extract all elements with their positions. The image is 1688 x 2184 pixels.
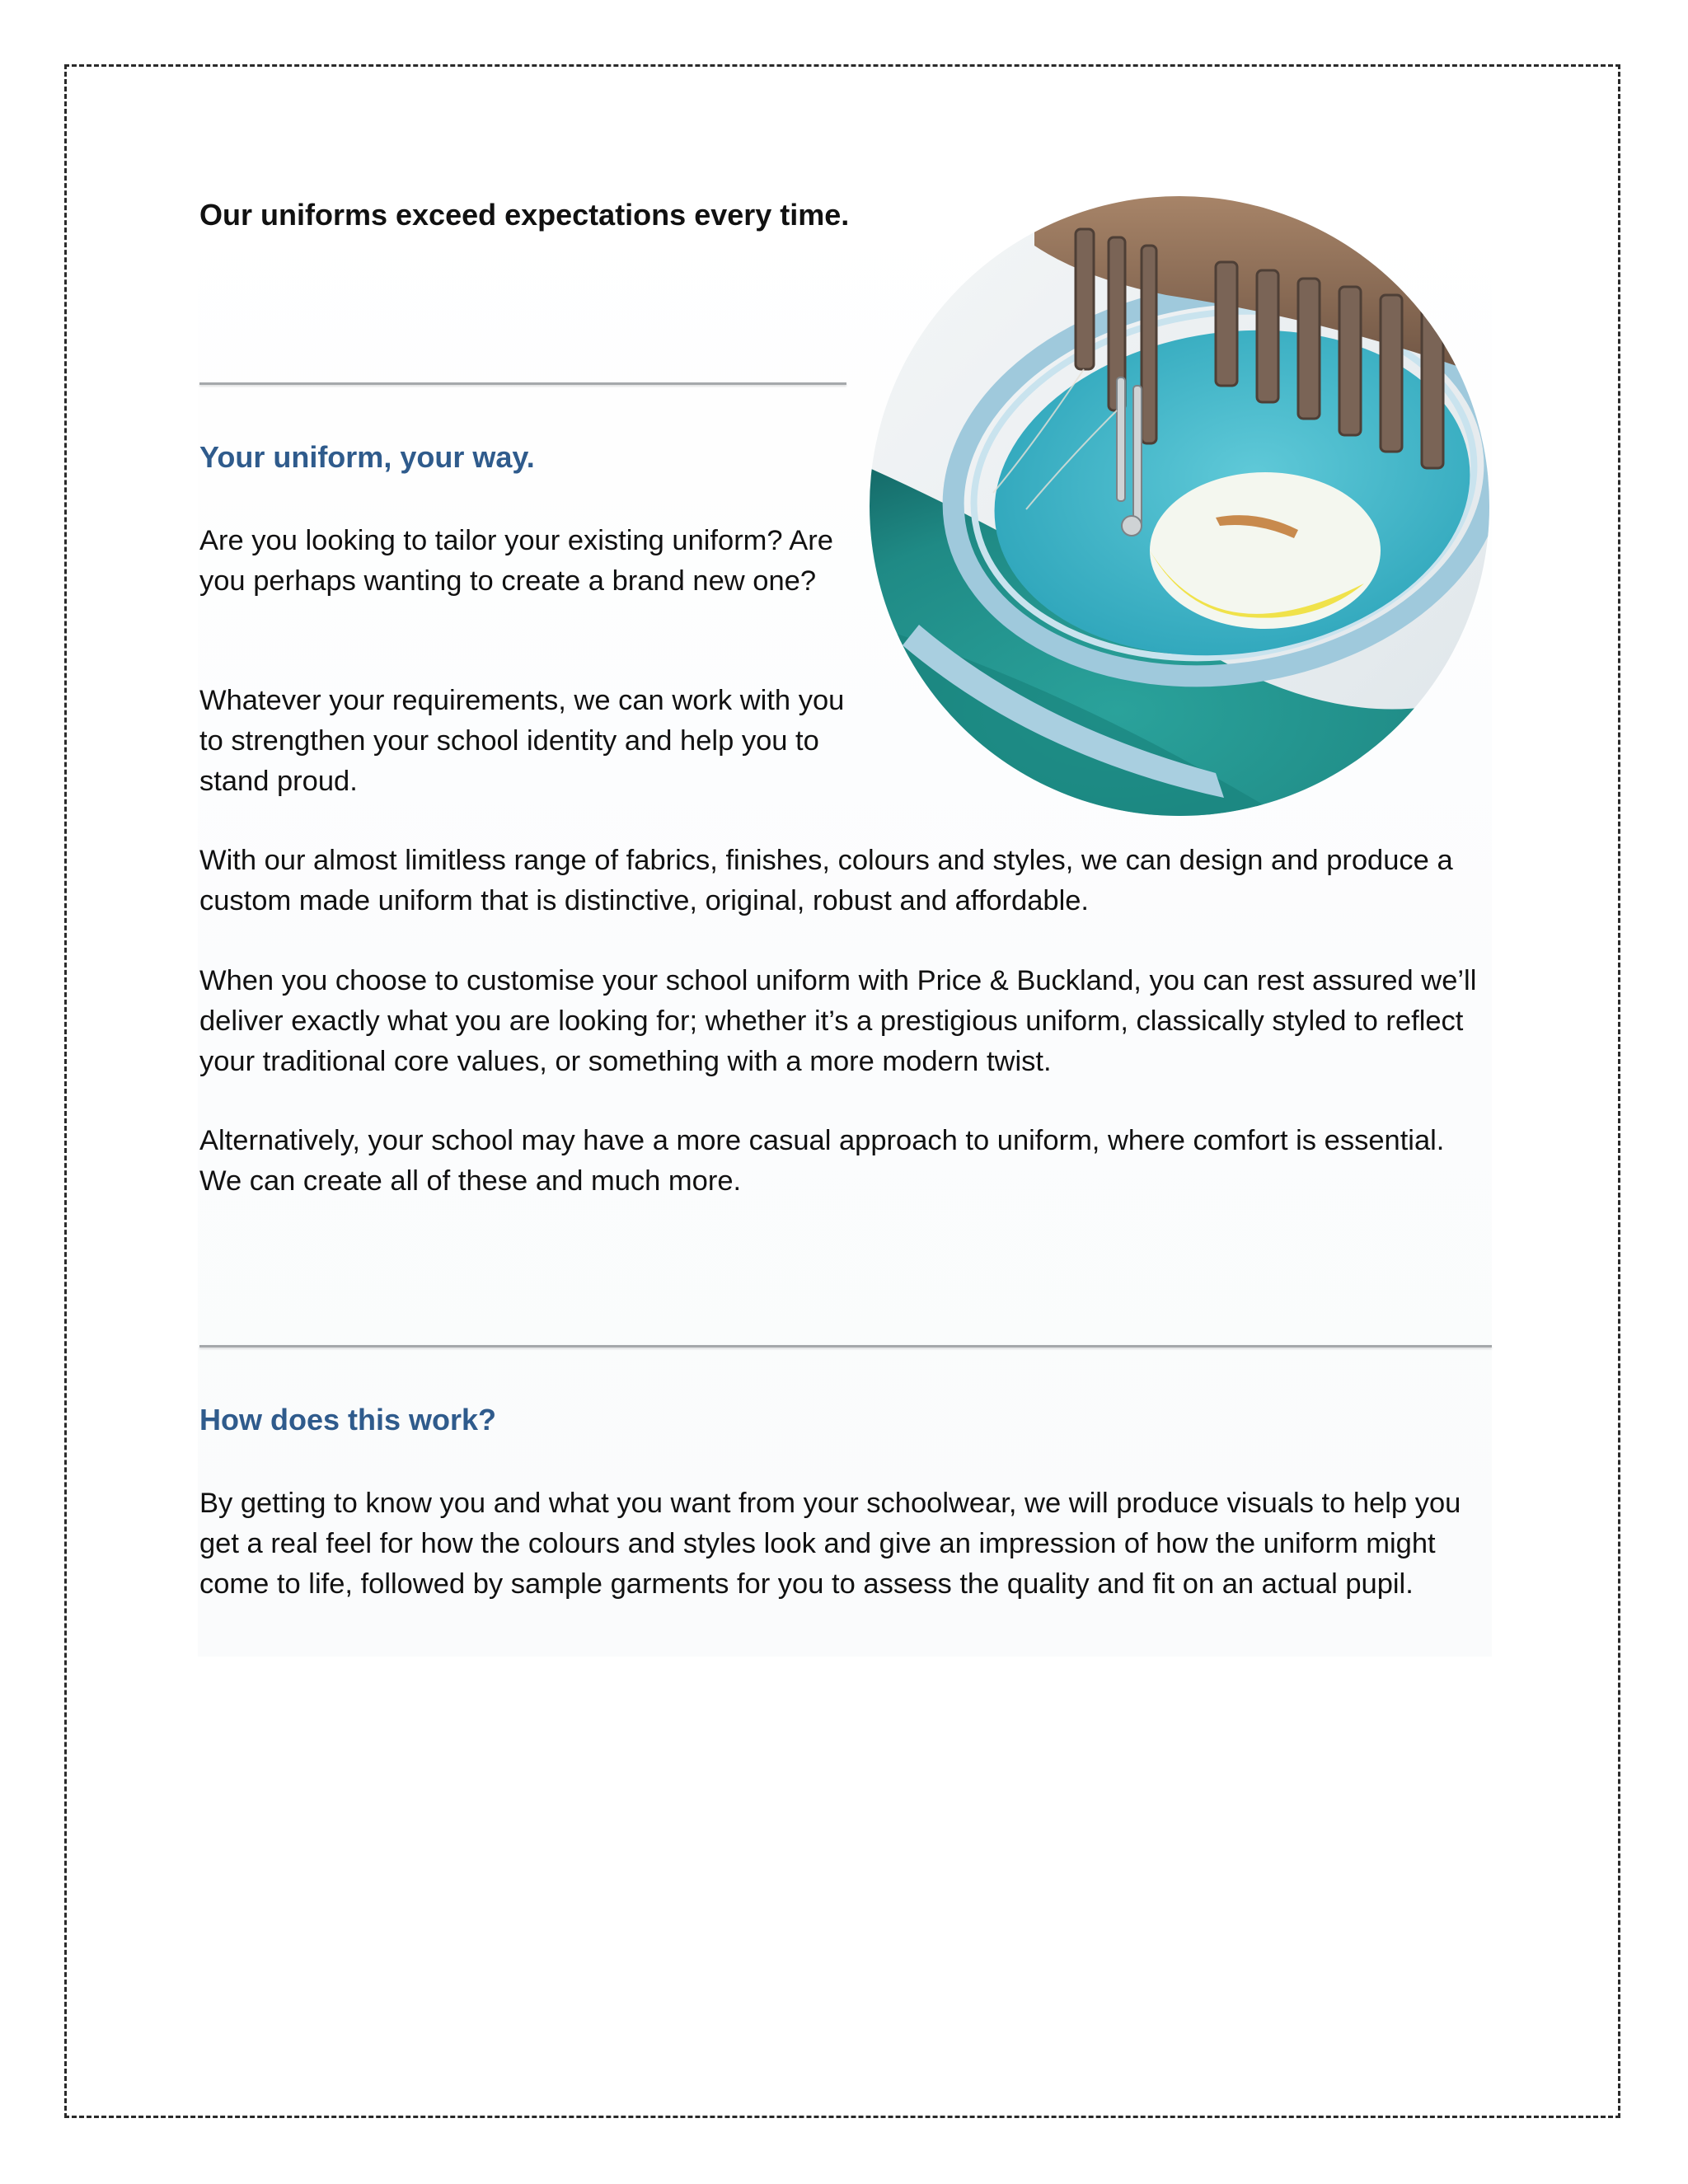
embroidery-machine-photo [870, 196, 1489, 816]
section-divider [199, 1345, 1492, 1347]
paragraph-process: By getting to know you and what you want from your schoolwear, we will produce visuals to help you get a real feel for how the colours and styles look and give an impression of how the uniform might come to life, followed by sample garments for you to assess the quality and fit on an actual pupil. [199, 1488, 1461, 1600]
paragraph-requirements: Whatever your requirements, we can work with you to strengthen your school identity and help you to stand proud. [199, 685, 845, 797]
page-headline: Our uniforms exceed expectations every time. [199, 198, 850, 232]
paragraph-customise: When you choose to customise your school uniform with Price & Buckland, you can rest assured we’ll deliver exactly what you are looking for; whether it’s a prestigious uniform, classically styled to reflect your traditional core values, or something with a more modern twist. [199, 965, 1477, 1077]
section-heading-your-uniform: Your uniform, your way. [199, 440, 535, 474]
section-divider [199, 382, 846, 385]
paragraph-fabrics-range: With our almost limitless range of fabrics, finishes, colours and styles, we can design and produce a custom made uniform that is distinctive, original, robust and affordable. [199, 845, 1453, 916]
paragraph-casual-approach: Alternatively, your school may have a more casual approach to uniform, where comfort is essential. We can create all of these and much more. [199, 1125, 1445, 1197]
paragraph-tailor-uniform: Are you looking to tailor your existing uniform? Are you perhaps wanting to create a brand new one? [199, 525, 833, 597]
section-heading-how-it-works: How does this work? [199, 1403, 497, 1436]
